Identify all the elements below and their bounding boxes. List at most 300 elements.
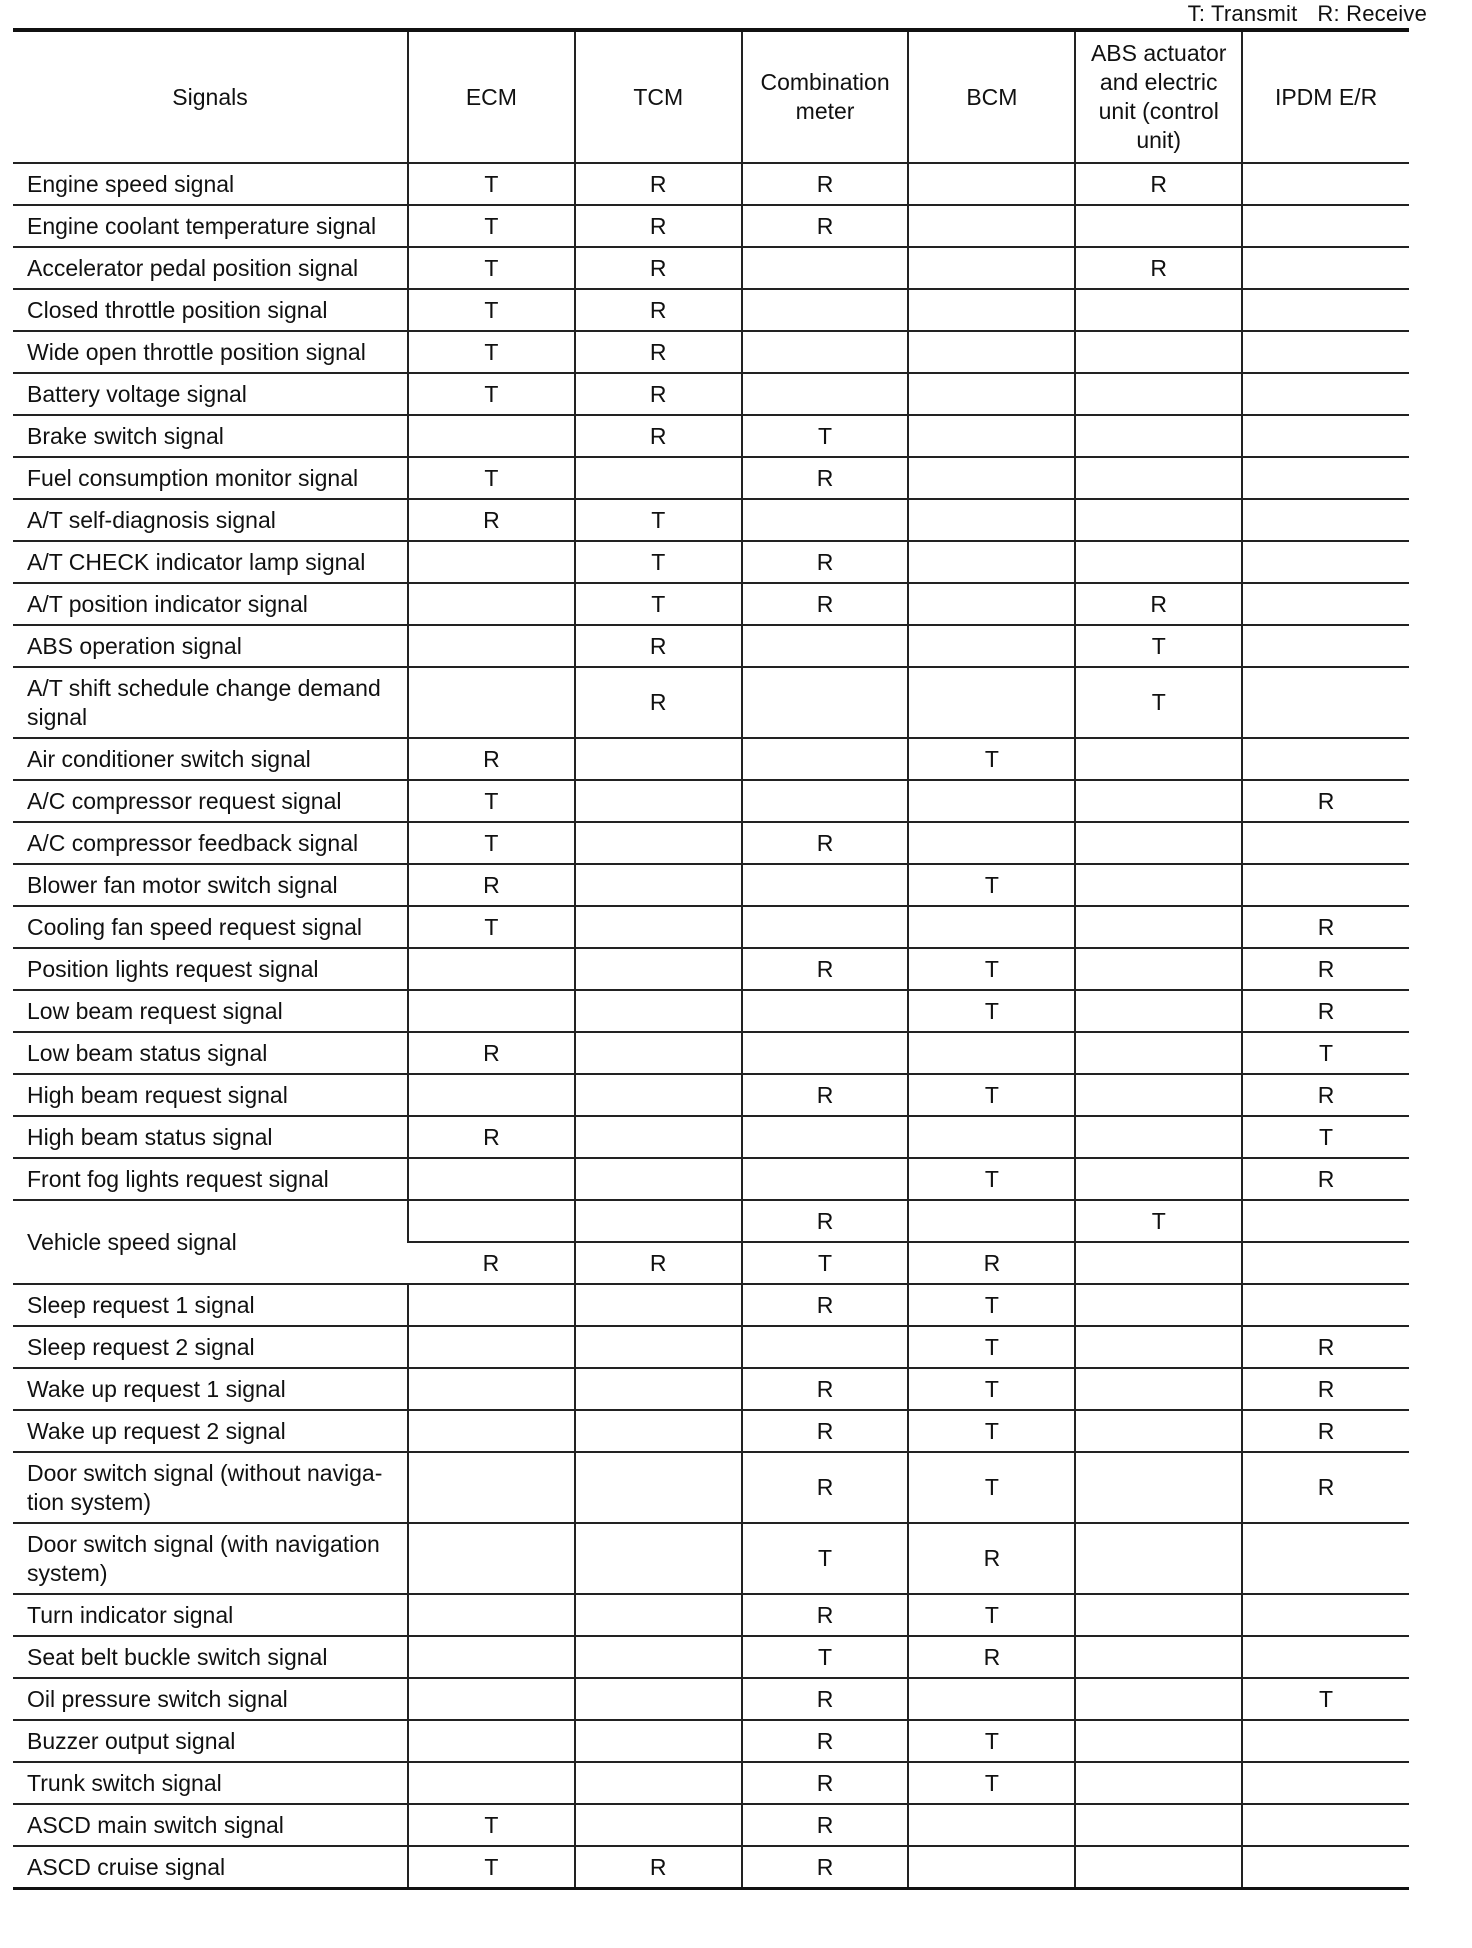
cell-ipdm-er: R	[1242, 1158, 1409, 1200]
cell-combination-meter	[742, 906, 909, 948]
cell-tcm	[575, 822, 742, 864]
cell-bcm	[908, 625, 1075, 667]
signal-name-cell: Engine speed signal	[13, 163, 408, 205]
cell-bcm	[908, 1846, 1075, 1889]
cell-ipdm-er: T	[1242, 1032, 1409, 1074]
cell-tcm: R	[575, 289, 742, 331]
table-row	[13, 205, 1409, 247]
table-row	[13, 667, 1409, 738]
cell-abs-actuator: T	[1075, 625, 1242, 667]
cell-abs-actuator	[1075, 1452, 1242, 1523]
signal-name-cell: Oil pressure switch signal	[13, 1678, 408, 1720]
cell-abs-actuator: R	[1075, 583, 1242, 625]
cell-ipdm-er	[1242, 1200, 1409, 1242]
signal-name-cell: A/T shift schedule change demand signal	[13, 667, 408, 738]
signal-name-cell: Low beam request signal	[13, 990, 408, 1032]
cell-bcm: T	[908, 1074, 1075, 1116]
cell-tcm	[575, 990, 742, 1032]
cell-bcm	[908, 1032, 1075, 1074]
cell-combination-meter: R	[742, 583, 909, 625]
signal-name-cell: A/C compressor request signal	[13, 780, 408, 822]
cell-bcm: R	[908, 1636, 1075, 1678]
cell-tcm	[575, 1762, 742, 1804]
table-row	[13, 373, 1409, 415]
cell-ecm: T	[408, 1804, 575, 1846]
cell-combination-meter: R	[742, 1804, 909, 1846]
signal-name-cell: A/C compressor feedback signal	[13, 822, 408, 864]
cell-ecm	[408, 1284, 575, 1326]
table-row	[13, 1116, 1409, 1158]
cell-tcm	[575, 1116, 742, 1158]
cell-ecm	[408, 415, 575, 457]
legend	[1188, 1, 1427, 27]
cell-bcm: T	[908, 1158, 1075, 1200]
cell-ecm: T	[408, 163, 575, 205]
cell-abs-actuator	[1075, 1762, 1242, 1804]
cell-ecm: R	[408, 1116, 575, 1158]
table-row	[13, 1452, 1409, 1523]
cell-combination-meter	[742, 667, 909, 738]
cell-ipdm-er	[1242, 864, 1409, 906]
table-row	[13, 1720, 1409, 1762]
cell-bcm	[908, 415, 1075, 457]
signal-name-cell: Front fog lights request signal	[13, 1158, 408, 1200]
cell-abs-actuator	[1075, 1032, 1242, 1074]
cell-tcm: R	[575, 1242, 742, 1284]
table-row	[13, 1762, 1409, 1804]
cell-combination-meter: T	[742, 1523, 909, 1594]
cell-ipdm-er	[1242, 247, 1409, 289]
cell-bcm: T	[908, 1762, 1075, 1804]
cell-tcm	[575, 1410, 742, 1452]
table-row	[13, 864, 1409, 906]
cell-abs-actuator	[1075, 415, 1242, 457]
table-row	[13, 1594, 1409, 1636]
cell-abs-actuator	[1075, 1720, 1242, 1762]
cell-combination-meter	[742, 331, 909, 373]
cell-bcm	[908, 331, 1075, 373]
cell-tcm: R	[575, 163, 742, 205]
cell-bcm: T	[908, 1594, 1075, 1636]
signal-name-cell: ASCD main switch signal	[13, 1804, 408, 1846]
cell-abs-actuator	[1075, 822, 1242, 864]
cell-bcm	[908, 541, 1075, 583]
cell-ecm	[408, 1594, 575, 1636]
signal-name-cell: Engine coolant temperature signal	[13, 205, 408, 247]
table-row	[13, 163, 1409, 205]
table-row	[13, 1846, 1409, 1889]
cell-tcm	[575, 1158, 742, 1200]
cell-tcm: R	[575, 373, 742, 415]
cell-ipdm-er	[1242, 415, 1409, 457]
cell-abs-actuator	[1075, 1242, 1242, 1284]
table-row	[13, 415, 1409, 457]
signal-name-cell: Position lights request signal	[13, 948, 408, 990]
signal-name-cell: High beam status signal	[13, 1116, 408, 1158]
cell-bcm: T	[908, 1368, 1075, 1410]
cell-combination-meter: T	[742, 415, 909, 457]
cell-tcm: T	[575, 541, 742, 583]
cell-combination-meter: R	[742, 1762, 909, 1804]
cell-combination-meter	[742, 373, 909, 415]
cell-combination-meter: R	[742, 822, 909, 864]
cell-bcm	[908, 822, 1075, 864]
cell-abs-actuator	[1075, 1846, 1242, 1889]
table-row	[13, 1523, 1409, 1594]
cell-abs-actuator	[1075, 499, 1242, 541]
cell-combination-meter: R	[742, 1452, 909, 1523]
table-row	[13, 738, 1409, 780]
table-row	[13, 331, 1409, 373]
cell-tcm	[575, 1284, 742, 1326]
signal-name-cell: Wake up request 2 signal	[13, 1410, 408, 1452]
cell-combination-meter	[742, 990, 909, 1032]
cell-ipdm-er	[1242, 625, 1409, 667]
cell-ecm: T	[408, 373, 575, 415]
table-row	[13, 1410, 1409, 1452]
cell-abs-actuator	[1075, 205, 1242, 247]
cell-abs-actuator	[1075, 1594, 1242, 1636]
signal-name-cell: Fuel consumption monitor signal	[13, 457, 408, 499]
cell-bcm	[908, 583, 1075, 625]
cell-abs-actuator	[1075, 1636, 1242, 1678]
table-row	[13, 822, 1409, 864]
cell-bcm	[908, 1200, 1075, 1242]
cell-ipdm-er	[1242, 499, 1409, 541]
table-row	[13, 541, 1409, 583]
legend-transmit: T: Transmit	[1187, 1, 1298, 26]
signal-name-cell: Brake switch signal	[13, 415, 408, 457]
cell-bcm	[908, 289, 1075, 331]
cell-combination-meter: R	[742, 163, 909, 205]
cell-tcm: R	[575, 625, 742, 667]
cell-tcm	[575, 948, 742, 990]
cell-abs-actuator	[1075, 1284, 1242, 1326]
cell-bcm: T	[908, 864, 1075, 906]
cell-abs-actuator	[1075, 1326, 1242, 1368]
cell-ipdm-er	[1242, 289, 1409, 331]
table-row	[13, 1032, 1409, 1074]
cell-abs-actuator	[1075, 1523, 1242, 1594]
cell-ipdm-er: R	[1242, 990, 1409, 1032]
cell-tcm	[575, 1368, 742, 1410]
header-tcm: TCM	[575, 30, 742, 163]
cell-tcm	[575, 1594, 742, 1636]
cell-combination-meter: R	[742, 1678, 909, 1720]
cell-combination-meter: R	[742, 1410, 909, 1452]
cell-ecm	[408, 1326, 575, 1368]
cell-bcm: T	[908, 948, 1075, 990]
cell-tcm	[575, 1032, 742, 1074]
cell-bcm	[908, 1116, 1075, 1158]
cell-combination-meter	[742, 289, 909, 331]
cell-tcm	[575, 1636, 742, 1678]
cell-ecm: T	[408, 822, 575, 864]
cell-ipdm-er: R	[1242, 780, 1409, 822]
cell-combination-meter	[742, 1116, 909, 1158]
cell-bcm	[908, 457, 1075, 499]
signal-name-cell: Door switch signal (without naviga-tion system)	[13, 1452, 408, 1523]
cell-combination-meter: R	[742, 457, 909, 499]
cell-ecm	[408, 1678, 575, 1720]
cell-combination-meter: R	[742, 541, 909, 583]
cell-ecm: T	[408, 205, 575, 247]
signal-name-cell: ASCD cruise signal	[13, 1846, 408, 1889]
cell-ecm	[408, 990, 575, 1032]
cell-combination-meter	[742, 625, 909, 667]
cell-bcm	[908, 667, 1075, 738]
cell-ecm: R	[408, 499, 575, 541]
cell-ipdm-er	[1242, 1846, 1409, 1889]
signal-name-cell: Door switch signal (with navigation system)	[13, 1523, 408, 1594]
cell-ipdm-er	[1242, 1720, 1409, 1762]
signal-name-cell: Turn indicator signal	[13, 1594, 408, 1636]
table-row	[13, 990, 1409, 1032]
cell-bcm	[908, 373, 1075, 415]
table-row	[13, 1804, 1409, 1846]
cell-abs-actuator	[1075, 373, 1242, 415]
cell-abs-actuator	[1075, 738, 1242, 780]
cell-ecm	[408, 1452, 575, 1523]
cell-tcm	[575, 1452, 742, 1523]
table-row	[13, 1368, 1409, 1410]
cell-ecm: T	[408, 1846, 575, 1889]
table-row	[13, 780, 1409, 822]
cell-bcm: R	[908, 1523, 1075, 1594]
cell-bcm	[908, 163, 1075, 205]
cell-abs-actuator: T	[1075, 1200, 1242, 1242]
cell-ecm: R	[408, 738, 575, 780]
cell-ipdm-er	[1242, 205, 1409, 247]
signal-name-cell: Accelerator pedal position signal	[13, 247, 408, 289]
cell-abs-actuator	[1075, 864, 1242, 906]
cell-bcm	[908, 906, 1075, 948]
table-row	[13, 1158, 1409, 1200]
cell-ecm	[408, 1368, 575, 1410]
table-row	[13, 1678, 1409, 1720]
cell-ipdm-er: R	[1242, 906, 1409, 948]
cell-combination-meter: R	[742, 1594, 909, 1636]
cell-ipdm-er	[1242, 163, 1409, 205]
cell-combination-meter	[742, 247, 909, 289]
cell-ecm	[408, 1636, 575, 1678]
cell-combination-meter	[742, 864, 909, 906]
cell-ecm: R	[408, 864, 575, 906]
cell-ipdm-er	[1242, 1804, 1409, 1846]
cell-tcm	[575, 1720, 742, 1762]
cell-abs-actuator	[1075, 906, 1242, 948]
cell-ecm	[408, 1762, 575, 1804]
header-abs-actuator: ABS actuator and electric unit (control unit)	[1075, 30, 1242, 163]
cell-ecm	[408, 1410, 575, 1452]
cell-ipdm-er: R	[1242, 1074, 1409, 1116]
cell-tcm	[575, 738, 742, 780]
table-row	[13, 948, 1409, 990]
table-row	[13, 457, 1409, 499]
cell-tcm	[575, 1200, 742, 1242]
signal-name-cell: Sleep request 2 signal	[13, 1326, 408, 1368]
cell-ipdm-er	[1242, 583, 1409, 625]
table-row	[13, 625, 1409, 667]
cell-tcm	[575, 906, 742, 948]
cell-ecm	[408, 1720, 575, 1762]
cell-ipdm-er	[1242, 1242, 1409, 1284]
cell-combination-meter: R	[742, 1846, 909, 1889]
header-ecm: ECM	[408, 30, 575, 163]
cell-ecm	[408, 625, 575, 667]
cell-ipdm-er	[1242, 1523, 1409, 1594]
cell-ecm: T	[408, 906, 575, 948]
cell-ipdm-er: R	[1242, 1368, 1409, 1410]
table-row	[13, 1200, 1409, 1242]
cell-ipdm-er	[1242, 331, 1409, 373]
cell-tcm: R	[575, 247, 742, 289]
cell-ecm	[408, 583, 575, 625]
cell-bcm	[908, 205, 1075, 247]
cell-ecm	[408, 1200, 575, 1242]
cell-bcm: T	[908, 1410, 1075, 1452]
cell-abs-actuator	[1075, 1804, 1242, 1846]
cell-abs-actuator	[1075, 1074, 1242, 1116]
signal-name-cell: High beam request signal	[13, 1074, 408, 1116]
signal-name-cell: A/T position indicator signal	[13, 583, 408, 625]
cell-tcm: R	[575, 331, 742, 373]
cell-ipdm-er: R	[1242, 1452, 1409, 1523]
cell-combination-meter	[742, 1326, 909, 1368]
cell-abs-actuator	[1075, 331, 1242, 373]
cell-combination-meter	[742, 738, 909, 780]
cell-abs-actuator	[1075, 990, 1242, 1032]
table-row	[13, 906, 1409, 948]
cell-combination-meter: R	[742, 1284, 909, 1326]
signal-name-cell: Wake up request 1 signal	[13, 1368, 408, 1410]
cell-ipdm-er	[1242, 457, 1409, 499]
cell-tcm	[575, 1074, 742, 1116]
signal-name-cell: Air conditioner switch signal	[13, 738, 408, 780]
cell-ecm	[408, 1523, 575, 1594]
table-row	[13, 289, 1409, 331]
signal-name-cell: A/T CHECK indicator lamp signal	[13, 541, 408, 583]
cell-ecm: T	[408, 780, 575, 822]
cell-bcm: T	[908, 1720, 1075, 1762]
signal-name-cell: Trunk switch signal	[13, 1762, 408, 1804]
cell-tcm: R	[575, 415, 742, 457]
signal-name-cell: A/T self-diagnosis signal	[13, 499, 408, 541]
cell-ipdm-er: R	[1242, 948, 1409, 990]
cell-abs-actuator	[1075, 457, 1242, 499]
cell-abs-actuator	[1075, 780, 1242, 822]
cell-ipdm-er: R	[1242, 1326, 1409, 1368]
cell-bcm	[908, 1678, 1075, 1720]
cell-ecm: T	[408, 289, 575, 331]
table-row	[13, 247, 1409, 289]
signal-name-cell: Blower fan motor switch signal	[13, 864, 408, 906]
cell-tcm	[575, 1523, 742, 1594]
cell-tcm	[575, 457, 742, 499]
cell-tcm: R	[575, 1846, 742, 1889]
cell-combination-meter: T	[742, 1242, 909, 1284]
signal-name-cell: Low beam status signal	[13, 1032, 408, 1074]
cell-ecm: T	[408, 457, 575, 499]
legend-receive: R: Receive	[1317, 1, 1427, 26]
cell-combination-meter: R	[742, 1720, 909, 1762]
cell-combination-meter: R	[742, 1200, 909, 1242]
cell-ecm	[408, 1158, 575, 1200]
cell-abs-actuator: T	[1075, 667, 1242, 738]
signal-name-cell: Seat belt buckle switch signal	[13, 1636, 408, 1678]
table-row	[13, 1284, 1409, 1326]
signal-name-cell: Closed throttle position signal	[13, 289, 408, 331]
cell-abs-actuator: R	[1075, 163, 1242, 205]
cell-bcm: T	[908, 1452, 1075, 1523]
cell-abs-actuator	[1075, 1410, 1242, 1452]
cell-ipdm-er	[1242, 1284, 1409, 1326]
header-combination-meter: Combination meter	[742, 30, 909, 163]
cell-bcm: T	[908, 1284, 1075, 1326]
cell-ecm	[408, 948, 575, 990]
cell-abs-actuator	[1075, 289, 1242, 331]
table-row	[13, 499, 1409, 541]
cell-combination-meter: T	[742, 1636, 909, 1678]
cell-ecm	[408, 1074, 575, 1116]
cell-combination-meter: R	[742, 205, 909, 247]
cell-abs-actuator	[1075, 541, 1242, 583]
can-signal-table	[13, 28, 1409, 1890]
signal-name-cell: Battery voltage signal	[13, 373, 408, 415]
cell-combination-meter	[742, 1158, 909, 1200]
cell-ecm	[408, 667, 575, 738]
table-row	[13, 1074, 1409, 1116]
cell-ecm	[408, 541, 575, 583]
cell-ipdm-er: T	[1242, 1116, 1409, 1158]
cell-bcm	[908, 499, 1075, 541]
cell-ipdm-er	[1242, 738, 1409, 780]
signal-name-cell: Buzzer output signal	[13, 1720, 408, 1762]
cell-tcm: T	[575, 499, 742, 541]
cell-tcm	[575, 1804, 742, 1846]
cell-ipdm-er	[1242, 1762, 1409, 1804]
cell-tcm	[575, 864, 742, 906]
cell-abs-actuator	[1075, 948, 1242, 990]
header-row	[13, 30, 1409, 163]
cell-bcm: R	[908, 1242, 1075, 1284]
cell-abs-actuator: R	[1075, 247, 1242, 289]
signal-name-cell: Wide open throttle position signal	[13, 331, 408, 373]
table-row	[13, 583, 1409, 625]
cell-combination-meter: R	[742, 1368, 909, 1410]
cell-ipdm-er	[1242, 667, 1409, 738]
cell-combination-meter	[742, 780, 909, 822]
cell-ipdm-er	[1242, 373, 1409, 415]
header-signals: Signals	[13, 30, 408, 163]
cell-combination-meter: R	[742, 948, 909, 990]
signal-name-cell: Cooling fan speed request signal	[13, 906, 408, 948]
cell-abs-actuator	[1075, 1368, 1242, 1410]
cell-abs-actuator	[1075, 1116, 1242, 1158]
signal-name-cell: Vehicle speed signal	[13, 1200, 408, 1284]
cell-abs-actuator	[1075, 1678, 1242, 1720]
cell-combination-meter	[742, 1032, 909, 1074]
header-bcm: BCM	[908, 30, 1075, 163]
cell-ipdm-er: R	[1242, 1410, 1409, 1452]
cell-ecm: T	[408, 331, 575, 373]
cell-ipdm-er	[1242, 822, 1409, 864]
cell-ipdm-er: T	[1242, 1678, 1409, 1720]
cell-bcm: T	[908, 990, 1075, 1032]
cell-combination-meter	[742, 499, 909, 541]
cell-tcm: T	[575, 583, 742, 625]
header-ipdm-er: IPDM E/R	[1242, 30, 1409, 163]
